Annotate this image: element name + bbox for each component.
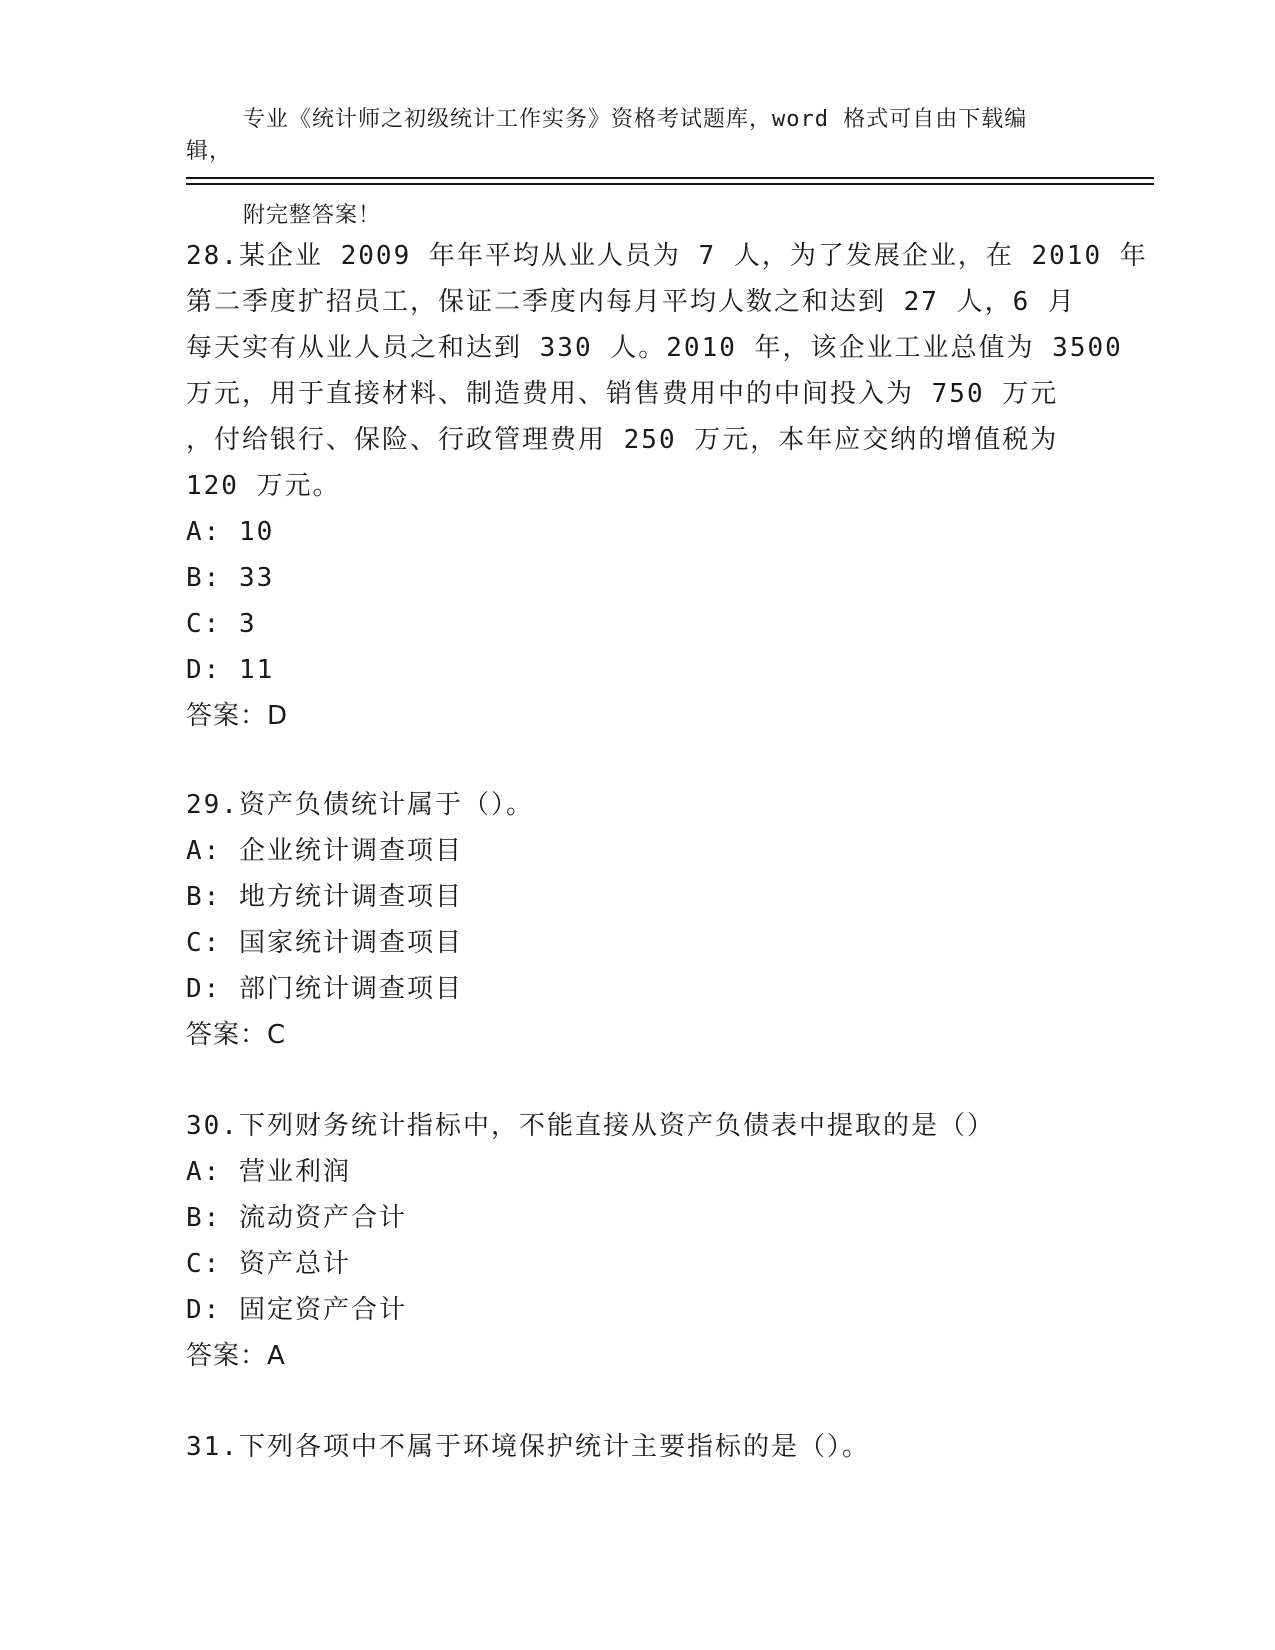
question-stem	[186, 782, 1086, 828]
header-divider-top	[186, 177, 1154, 179]
option-c: C: 国家统计调查项目	[186, 928, 463, 958]
option-a: A: 10	[186, 517, 275, 547]
stem-line: 29.资产负债统计属于（）。	[186, 790, 534, 820]
stem-line: ，付给银行、保险、行政管理费用 250 万元，本年应交纳的增值税为	[186, 425, 1059, 455]
option-b: B: 流动资产合计	[186, 1203, 407, 1233]
option-a: A: 企业统计调查项目	[186, 836, 463, 866]
option-b: B: 地方统计调查项目	[186, 882, 463, 912]
stem-line: 第二季度扩招员工，保证二季度内每月平均人数之和达到 27 人，6 月	[186, 287, 1076, 317]
stem-line: 31.下列各项中不属于环境保护统计主要指标的是（）。	[186, 1432, 870, 1462]
question-31	[186, 1424, 1086, 1470]
option-b: B: 33	[186, 563, 275, 593]
stem-line: 30.下列财务统计指标中，不能直接从资产负债表中提取的是（）	[186, 1111, 995, 1141]
option-c: C: 3	[186, 609, 257, 639]
question-stem	[186, 233, 1148, 509]
option-d: D: 部门统计调查项目	[186, 974, 463, 1004]
question-30	[186, 1103, 1086, 1379]
question-29	[186, 782, 1086, 1058]
option-c: C: 资产总计	[186, 1249, 351, 1279]
option-d: D: 11	[186, 655, 275, 685]
header-note-line: 专业《统计师之初级统计工作实务》资格考试题库，word 格式可自由下载编辑，	[186, 107, 1028, 164]
stem-line: 120 万元。	[186, 471, 341, 501]
answer-line: 答案：A	[186, 1341, 286, 1371]
option-d: D: 固定资产合计	[186, 1295, 407, 1325]
answer-line: 答案：C	[186, 1020, 287, 1050]
stem-line: 每天实有从业人员之和达到 330 人。2010 年，该企业工业总值为 3500	[186, 333, 1123, 363]
option-a: A: 营业利润	[186, 1157, 351, 1187]
question-stem	[186, 1424, 1086, 1470]
question-28	[186, 233, 1148, 739]
question-stem	[186, 1103, 1086, 1149]
answer-line: 答案：D	[186, 701, 289, 731]
header-divider-bottom	[186, 183, 1154, 185]
header-note-line: 附完整答案！	[242, 203, 381, 228]
stem-line: 万元，用于直接材料、制造费用、销售费用中的中间投入为 750 万元	[186, 379, 1059, 409]
stem-line: 28.某企业 2009 年年平均从业人员为 7 人，为了发展企业，在 2010 年	[186, 241, 1148, 271]
